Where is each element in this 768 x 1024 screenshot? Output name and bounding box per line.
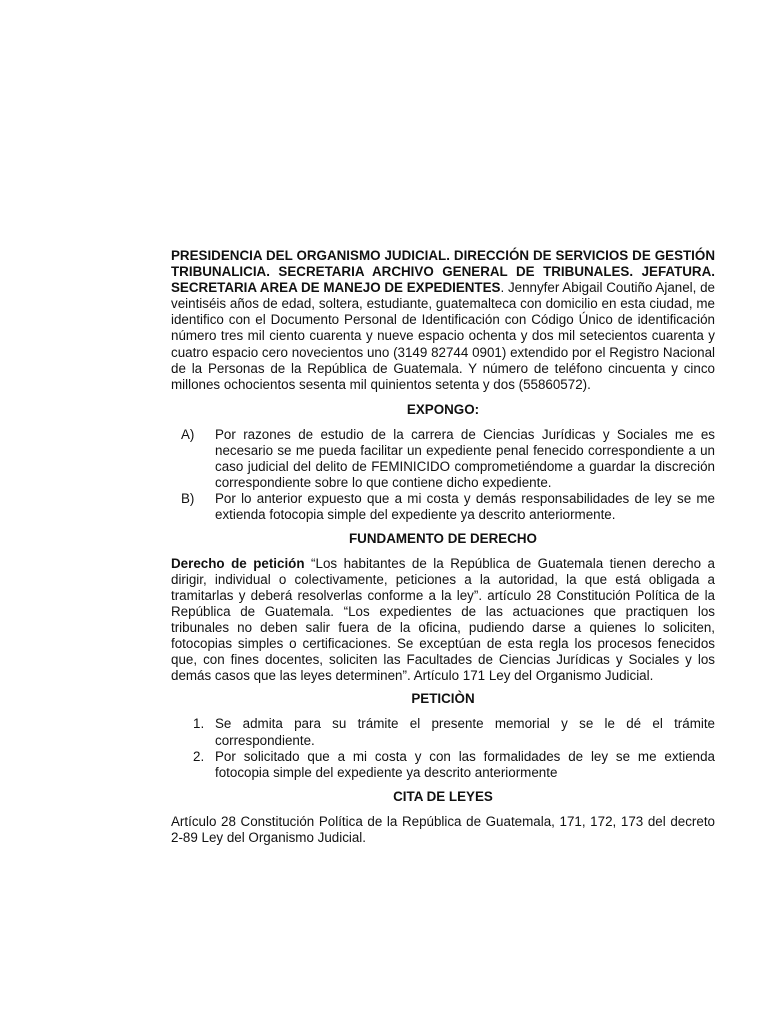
peticion-item-2 [171, 749, 715, 781]
fundamento-heading: FUNDAMENTO DE DERECHO [349, 530, 537, 546]
expongo-item-b [171, 491, 715, 523]
expongo-item-a [171, 427, 715, 491]
list-marker: A) [181, 426, 195, 442]
list-marker: 2. [193, 748, 205, 764]
peticion-item-1 [171, 716, 715, 748]
intro-paragraph [171, 248, 715, 393]
fundamento-bold-lead: Derecho de petición [171, 555, 305, 571]
list-item-text: Por solicitado que a mi costa y con las formalidades de ley se me extienda fotocopia simple del expediente ya descrito anteriormente [215, 748, 715, 780]
peticion-heading: PETICIÒN [411, 691, 475, 707]
list-marker: 1. [193, 716, 205, 732]
expongo-heading: EXPONGO: [406, 401, 480, 417]
peticion-list [171, 716, 715, 780]
intro-text: . Jennyfer Abigail Coutiño Ajanel, de veintiséis años de edad, soltera, estudiante, guatemalteca con domicilio en esta ciudad, me identifico con el Documento Personal de Identificación con Código Único de identificación número tres mil ciento cuarenta y nueve espacio ochenta y dos mil setecientos cuarenta y cuatro espacio cero novecientos uno (3149 82744 0901) extendido por el Registro Nacional de la Personas de la República de Guatemala. Y número de teléfono cincuenta y cinco millones ochocientos sesenta mil quinientos setenta y dos (55860572). [171, 280, 715, 392]
list-item-text: Por lo anterior expuesto que a mi costa y demás responsabilidades de ley se me extienda fotocopia simple del expediente ya descrito anteriormente. [215, 491, 715, 523]
list-marker: B) [181, 491, 195, 507]
list-item-text: Se admita para su trámite el presente memorial y se le dé el trámite correspondiente. [215, 716, 715, 748]
cita-heading: CITA DE LEYES [393, 788, 493, 804]
fundamento-paragraph [171, 556, 715, 685]
list-item-text: Por razones de estudio de la carrera de Ciencias Jurídicas y Sociales me es necesario se me pueda facilitar un expediente penal fenecido correspondiente a un caso judicial del delito de FEMINICIDO comprometiéndome a guardar la discreción correspondiente sobre lo que contiene dicho expediente. [215, 426, 715, 491]
expongo-list [171, 427, 715, 524]
fundamento-text: “Los habitantes de la República de Guatemala tienen derecho a dirigir, individual o colectivamente, peticiones a la autoridad, la que está obligada a tramitarlas y deberá resolverlas conforme a la ley”. artículo 28 Constitución Política de la República de Guatemala. “Los expedientes de las actuaciones que practiquen los tribunales no deben salir fuera de la oficina, pudiendo darse a quienes lo soliciten, fotocopias simples o certificaciones. Se exceptúan de esta regla los procesos fenecidos que, con fines docentes, soliciten las Facultades de Ciencias Jurídicas y Sociales y los demás casos que las leyes determinen”. Artículo 171 Ley del Organismo Judicial. [171, 555, 715, 684]
document-page [171, 248, 715, 846]
cita-paragraph: Artículo 28 Constitución Política de la República de Guatemala, 171, 172, 173 del decreto 2-89 Ley del Organismo Judicial. [171, 813, 715, 845]
intro-bold-lead: PRESIDENCIA DEL ORGANISMO JUDICIAL. DIRECCIÓN DE SERVICIOS DE GESTIÓN TRIBUNALICIA. SECRETARIA ARCHIVO GENERAL DE TRIBUNALES. JEFATURA. SECRETARIA AREA DE MANEJO DE EXPEDIENTES [171, 248, 715, 296]
